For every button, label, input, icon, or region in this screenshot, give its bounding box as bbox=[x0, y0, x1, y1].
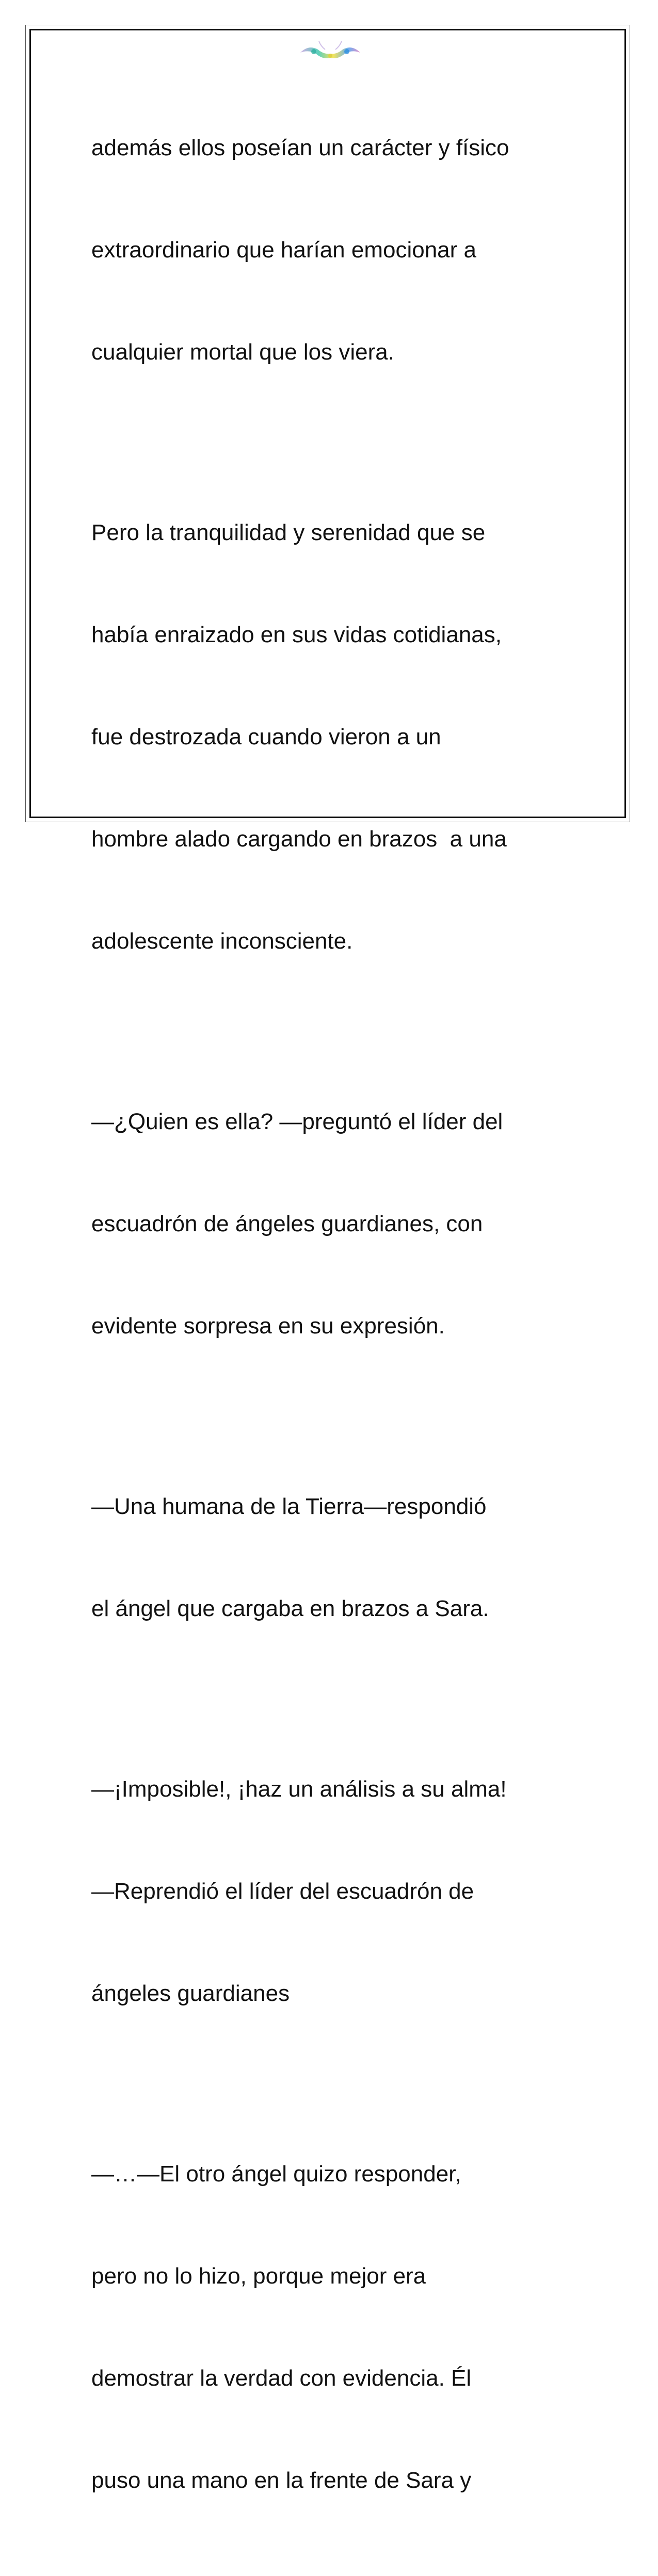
text-line: —Una humana de la Tierra—respondió bbox=[91, 1494, 487, 1519]
text-line: demostrar la verdad con evidencia. Él bbox=[91, 2366, 472, 2391]
text-line: extraordinario que harían emocionar a bbox=[91, 237, 477, 263]
text-line: —¿Quien es ella? —preguntó el líder del bbox=[91, 1109, 503, 1134]
paragraph bbox=[91, 448, 576, 1026]
text-line: fue destrozada cuando vieron a un bbox=[91, 724, 441, 749]
text-line: puso una mano en la frente de Sara y bbox=[91, 2468, 472, 2493]
text-line: —…—El otro ángel quizo responder, bbox=[91, 2161, 461, 2187]
paragraph bbox=[91, 1037, 576, 1411]
text-line: además ellos poseían un carácter y físico bbox=[91, 135, 509, 160]
text-line: el ángel que cargaba en brazos a Sara. bbox=[91, 1596, 489, 1621]
text-line: ángeles guardianes bbox=[91, 1981, 290, 2006]
text-line: había enraizado en sus vidas cotidianas, bbox=[91, 622, 502, 647]
text-line: Pero la tranquilidad y serenidad que se bbox=[91, 520, 486, 545]
text-line: —¡Imposible!, ¡haz un análisis a su alma! bbox=[91, 1776, 507, 1802]
text-line: —Reprendió el líder del escuadrón de bbox=[91, 1879, 474, 1904]
paragraph bbox=[91, 1422, 576, 1694]
text-line: pero no lo hizo, porque mejor era bbox=[91, 2263, 426, 2289]
text-line: hombre alado cargando en brazos a una bbox=[91, 826, 507, 852]
document-body bbox=[91, 63, 576, 2576]
text-line: evidente sorpresa en su expresión. bbox=[91, 1313, 445, 1339]
paragraph bbox=[91, 63, 576, 437]
text-line: escuadrón de ángeles guardianes, con bbox=[91, 1211, 483, 1236]
text-line: cualquier mortal que los viera. bbox=[91, 339, 394, 365]
decorative-ornament-icon bbox=[298, 37, 362, 62]
paragraph bbox=[91, 2089, 576, 2566]
text-line: adolescente inconsciente. bbox=[91, 928, 353, 954]
paragraph bbox=[91, 1704, 576, 2079]
